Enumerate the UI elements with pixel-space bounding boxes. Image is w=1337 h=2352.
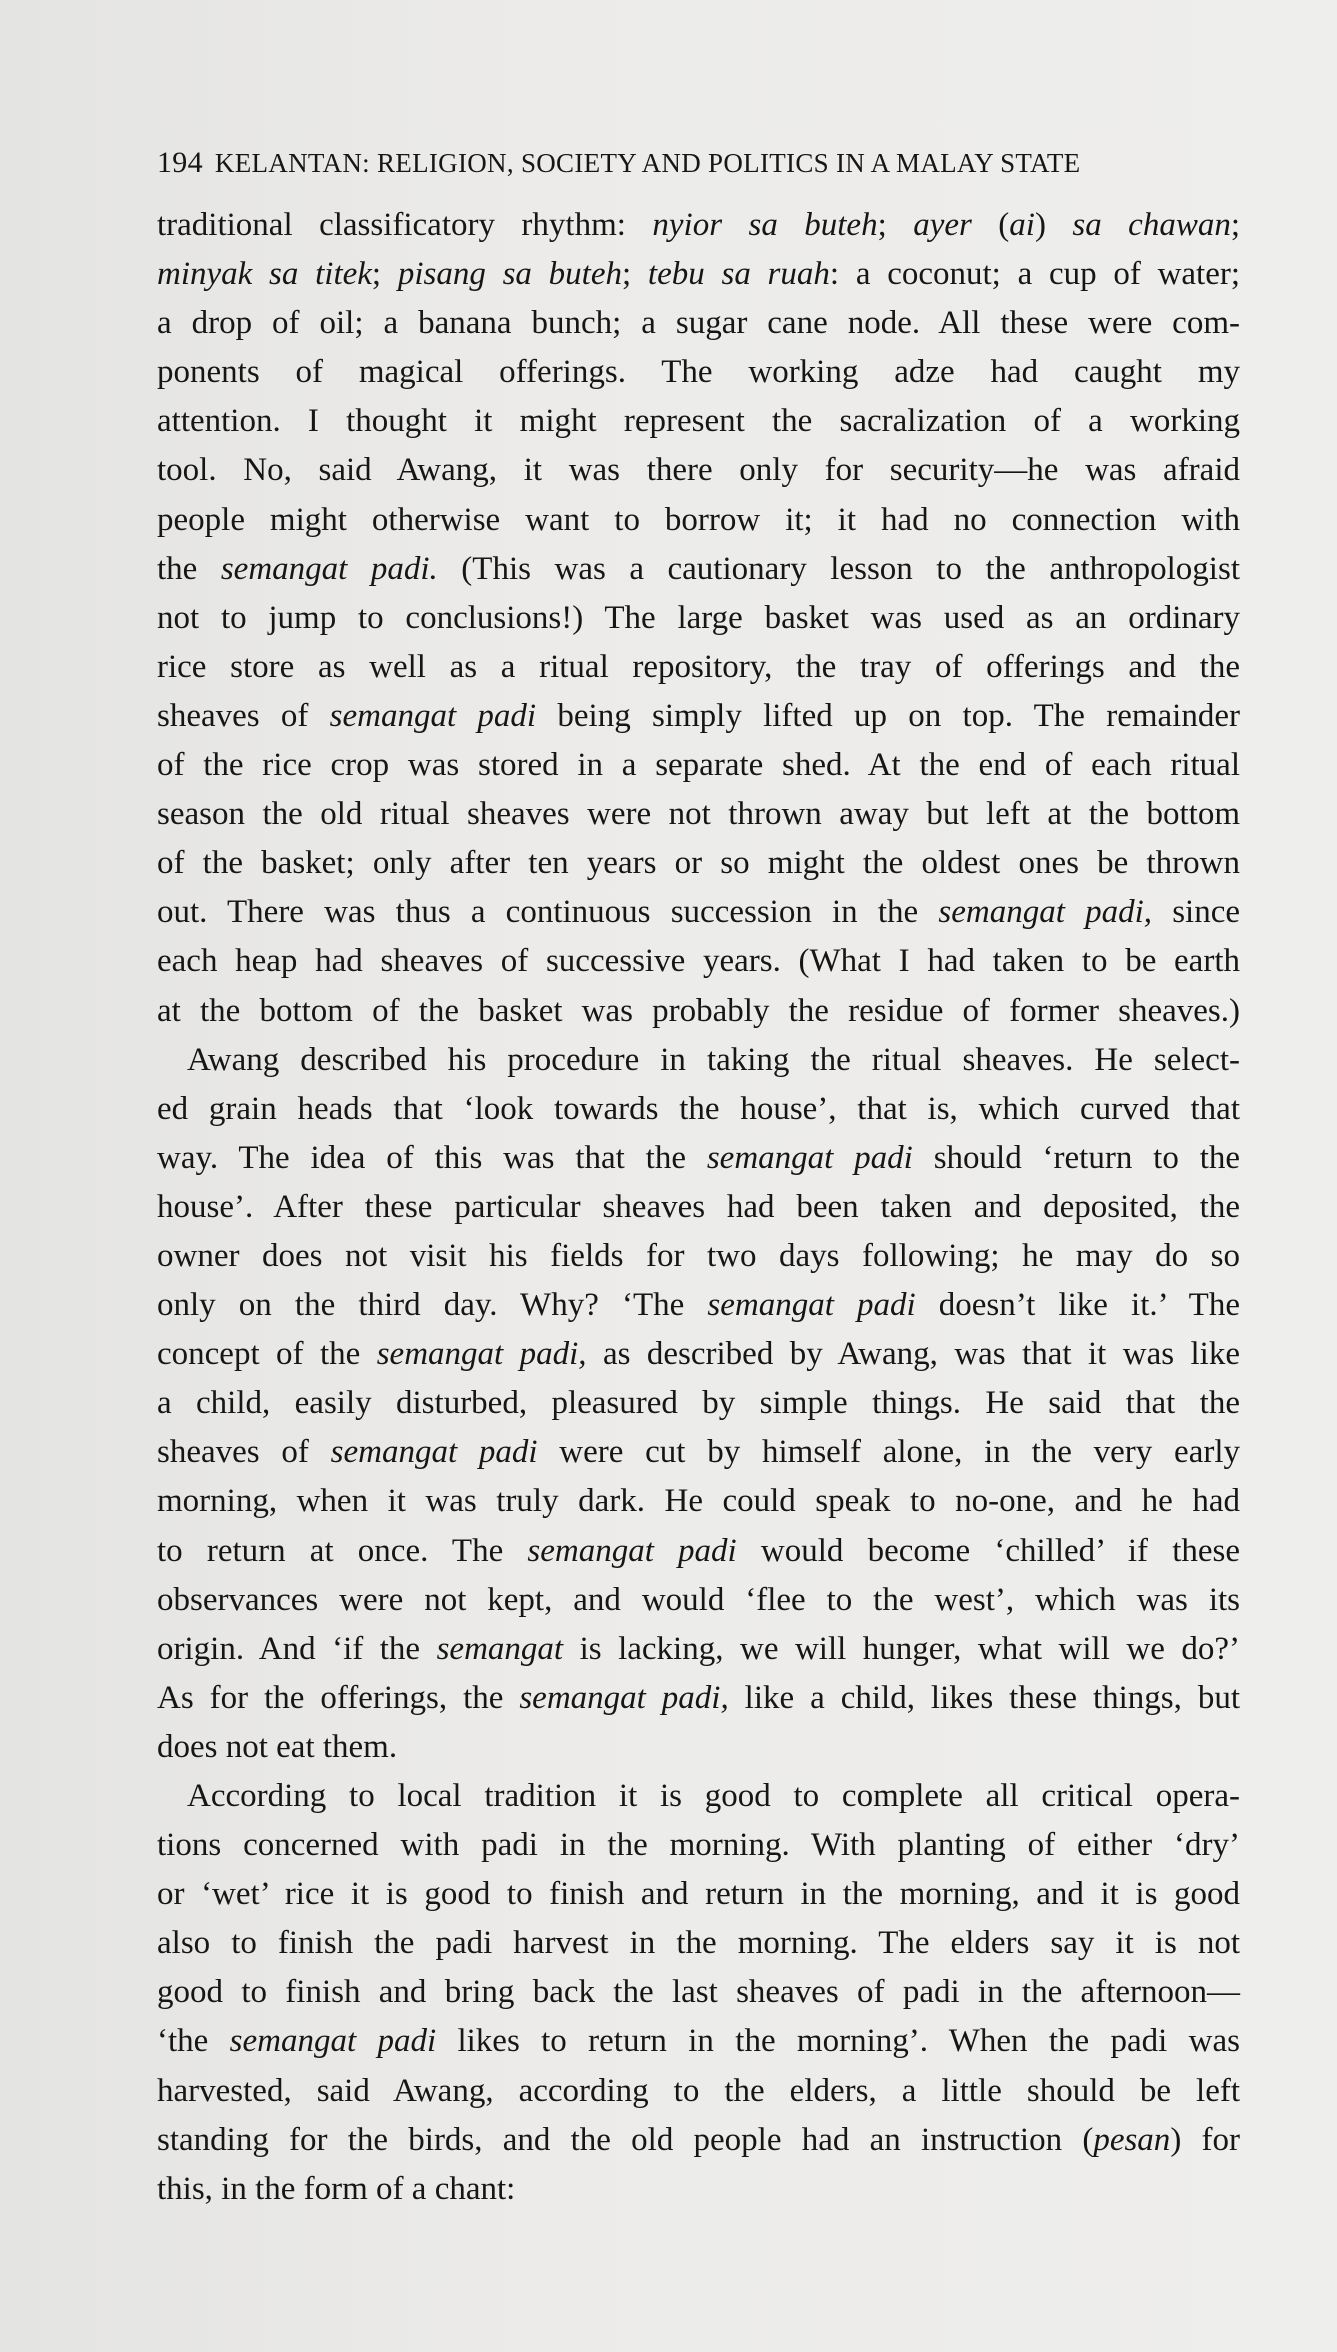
- text-run: of the rice crop was stored in a separate shed. At the end of each ritual: [157, 747, 1240, 784]
- text-run: as described by Awang, was that it was like: [586, 1336, 1240, 1373]
- text-line: [157, 348, 1240, 397]
- text-line: [157, 1428, 1240, 1477]
- text-run: not to jump to conclusions!) The large basket was used as an ordinary: [157, 599, 1240, 636]
- text-line: [157, 545, 1240, 594]
- italic-term: semangat: [436, 1630, 564, 1667]
- text-line: [157, 397, 1240, 446]
- text-run: ‘the: [157, 2023, 230, 2060]
- text-run: house’. After these particular sheaves had been taken and deposited, the: [157, 1188, 1240, 1225]
- text-line: [157, 299, 1240, 348]
- text-line: [157, 1723, 1240, 1772]
- text-run: concept of the: [157, 1336, 377, 1373]
- text-line: [157, 1968, 1240, 2017]
- text-run: the: [157, 550, 221, 587]
- italic-term: semangat padi,: [938, 894, 1152, 931]
- text-run: to return at once. The: [157, 1532, 528, 1569]
- text-run: season the old ritual sheaves were not thrown away but left at the bottom: [157, 796, 1240, 833]
- paragraph: [157, 1036, 1240, 1772]
- italic-term: semangat padi: [706, 1139, 913, 1176]
- text-line: [157, 496, 1240, 545]
- italic-term: pisang sa buteh: [397, 256, 622, 293]
- text-run: ;: [371, 256, 398, 293]
- text-line: [157, 1919, 1240, 1968]
- italic-term: semangat padi: [707, 1287, 916, 1324]
- text-run: ;: [877, 207, 914, 243]
- text-line: [157, 839, 1240, 888]
- text-run: good to finish and bring back the last sheaves of padi in the afternoon—: [157, 1974, 1240, 2011]
- text-run: or ‘wet’ rice it is good to finish and return in the morning, and it is good: [157, 1876, 1240, 1913]
- italic-term: pesan: [1093, 2121, 1171, 2158]
- text-line: [157, 937, 1240, 986]
- text-run: also to finish the padi harvest in the morning. The elders say it is not: [157, 1925, 1240, 1962]
- text-run: owner does not visit his fields for two days following; he may do so: [157, 1237, 1240, 1274]
- text-run: were cut by himself alone, in the very early: [537, 1434, 1240, 1471]
- text-run: attention. I thought it might represent the sacralization of a working: [157, 403, 1240, 440]
- text-line: [157, 987, 1240, 1036]
- text-run: a child, easily disturbed, pleasured by simple things. He said that the: [157, 1385, 1240, 1422]
- text-line: [157, 1379, 1240, 1428]
- italic-term: semangat padi: [527, 1532, 737, 1569]
- text-line: [157, 1232, 1240, 1281]
- italic-term: semangat padi,: [519, 1679, 729, 1716]
- text-run: this, in the form of a chant:: [157, 2170, 516, 2207]
- text-line: [157, 2067, 1240, 2116]
- italic-term: ai: [1009, 207, 1035, 243]
- paragraph: [157, 201, 1240, 1036]
- text-line: [157, 2165, 1240, 2214]
- italic-term: semangat padi: [329, 697, 537, 734]
- text-line: [157, 1527, 1240, 1576]
- text-run: observances were not kept, and would ‘flee to the west’, which was its: [157, 1581, 1240, 1618]
- text-run: ;: [622, 256, 648, 293]
- text-run: likes to return in the morning’. When the padi was: [436, 2023, 1240, 2060]
- text-run: ;: [1230, 207, 1241, 243]
- text-line: [157, 250, 1240, 299]
- text-run: rice store as well as a ritual repository, the tray of offerings and the: [157, 648, 1240, 685]
- italic-term: nyior sa buteh: [652, 207, 878, 243]
- text-run: As for the offerings, the: [157, 1679, 520, 1716]
- text-run: only on the third day. Why? ‘The: [157, 1287, 708, 1324]
- text-line: [157, 1085, 1240, 1134]
- text-run: harvested, said Awang, according to the elders, a little should be left: [157, 2072, 1240, 2109]
- text-run: doesn’t like it.’ The: [915, 1287, 1240, 1324]
- text-run: being simply lifted up on top. The remainder: [536, 697, 1240, 734]
- text-run: at the bottom of the basket was probably the residue of former sheaves.): [157, 992, 1240, 1029]
- text-line: [157, 446, 1240, 495]
- text-run: sheaves of: [157, 1434, 331, 1471]
- italic-term: semangat padi.: [220, 550, 438, 587]
- text-line: [157, 643, 1240, 692]
- text-run: standing for the birds, and the old people had an instruction (: [157, 2121, 1094, 2158]
- text-run: way. The idea of this was that the: [157, 1139, 707, 1176]
- text-run: does not eat them.: [157, 1728, 398, 1765]
- text-line: [157, 1674, 1240, 1723]
- text-line: [157, 1477, 1240, 1526]
- text-run: people might otherwise want to borrow it; it had no connection with: [157, 501, 1240, 538]
- text-line: [157, 1576, 1240, 1625]
- italic-term: sa chawan: [1072, 207, 1231, 243]
- text-line: [157, 594, 1240, 643]
- italic-term: minyak sa titek: [157, 256, 372, 293]
- text-line: [157, 1330, 1240, 1379]
- text-run: each heap had sheaves of successive years. (What I had taken to be earth: [157, 943, 1240, 980]
- text-line: [157, 2017, 1240, 2066]
- text-run: a drop of oil; a banana bunch; a sugar cane node. All these were com-: [157, 305, 1240, 342]
- text-run: (: [971, 207, 1010, 243]
- text-line: [157, 1036, 1240, 1085]
- text-run: Awang described his procedure in taking the ritual sheaves. He select-: [187, 1041, 1240, 1078]
- text-line: [157, 1625, 1240, 1674]
- running-header: [157, 146, 1240, 180]
- text-run: ) for: [1170, 2121, 1240, 2158]
- text-run: out. There was thus a continuous succession in the: [157, 894, 939, 931]
- paragraph: [157, 1772, 1240, 2214]
- text-line: [157, 888, 1240, 937]
- running-title: KELANTAN: RELIGION, SOCIETY AND POLITICS IN A MALAY STATE: [214, 148, 1081, 178]
- text-line: [157, 790, 1240, 839]
- body-text: [157, 201, 1240, 2214]
- text-run: of the basket; only after ten years or so might the oldest ones be thrown: [157, 845, 1240, 882]
- text-run: ponents of magical offerings. The working adze had caught my: [157, 354, 1240, 391]
- text-run: traditional classificatory rhythm:: [157, 207, 653, 243]
- text-run: since: [1152, 894, 1240, 931]
- text-run: ): [1034, 207, 1073, 243]
- text-run: tool. No, said Awang, it was there only for security—he was afraid: [157, 452, 1240, 489]
- text-line: [157, 1183, 1240, 1232]
- text-run: tions concerned with padi in the morning. With planting of either ‘dry’: [157, 1827, 1240, 1864]
- text-line: [157, 201, 1240, 250]
- text-run: would become ‘chilled’ if these: [736, 1532, 1240, 1569]
- text-line: [157, 1281, 1240, 1330]
- text-run: (This was a cautionary lesson to the anthropologist: [437, 550, 1240, 587]
- page-number: 194: [157, 146, 203, 179]
- italic-term: semangat padi: [330, 1434, 538, 1471]
- italic-term: tebu sa ruah: [647, 256, 830, 293]
- text-line: [157, 1821, 1240, 1870]
- text-run: origin. And ‘if the: [157, 1630, 437, 1667]
- text-line: [157, 741, 1240, 790]
- text-run: ed grain heads that ‘look towards the house’, that is, which curved that: [157, 1090, 1240, 1127]
- text-line: [157, 2116, 1240, 2165]
- text-line: [157, 1870, 1240, 1919]
- text-line: [157, 692, 1240, 741]
- text-run: should ‘return to the: [912, 1139, 1241, 1176]
- italic-term: ayer: [913, 207, 972, 243]
- text-line: [157, 1134, 1240, 1183]
- italic-term: semangat padi: [229, 2023, 437, 2060]
- text-run: According to local tradition it is good to complete all critical opera-: [187, 1778, 1240, 1814]
- text-run: like a child, likes these things, but: [728, 1679, 1241, 1716]
- text-run: morning, when it was truly dark. He could speak to no-one, and he had: [157, 1483, 1240, 1520]
- text-run: : a coconut; a cup of water;: [829, 256, 1241, 293]
- text-line: [157, 1772, 1240, 1821]
- italic-term: semangat padi,: [376, 1336, 587, 1373]
- text-run: sheaves of: [157, 697, 330, 734]
- text-run: is lacking, we will hunger, what will we do?’: [563, 1630, 1240, 1667]
